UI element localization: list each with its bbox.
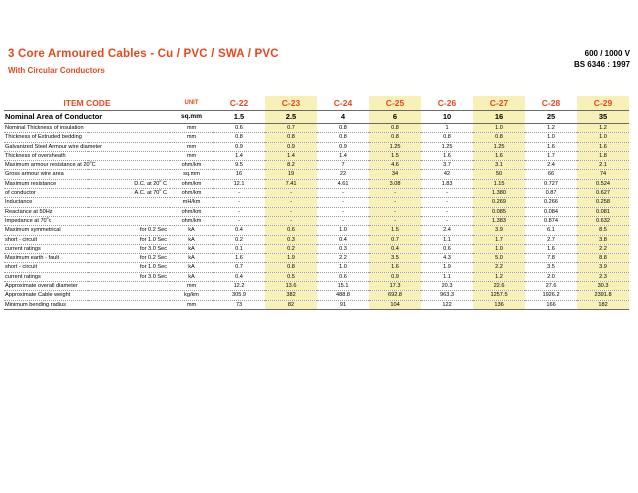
row-label bbox=[4, 179, 88, 188]
value-cell: 2391.8 bbox=[577, 291, 629, 300]
value-cell: 17.3 bbox=[369, 282, 421, 291]
value-cell: 0.2 bbox=[213, 235, 265, 244]
value-cell: 0.7 bbox=[265, 124, 317, 133]
value-cell: 6 bbox=[369, 111, 421, 124]
row-sublabel-text: for 0.2 Sec bbox=[139, 255, 168, 262]
table-row bbox=[4, 198, 629, 207]
unit-cell: ohm/km bbox=[170, 179, 213, 188]
value-cell: 66 bbox=[525, 170, 577, 179]
value-cell: 82 bbox=[265, 300, 317, 309]
unit-cell: ohm/km bbox=[170, 207, 213, 216]
value-cell: 16 bbox=[473, 111, 525, 124]
value-cell: 1.9 bbox=[421, 263, 473, 272]
row-label-text: of conductor bbox=[5, 190, 36, 197]
value-cell: 1.1 bbox=[421, 272, 473, 281]
value-cell: 8.5 bbox=[577, 226, 629, 235]
row-label-text: Approximate overall diameter bbox=[5, 283, 78, 290]
value-cell: 2.2 bbox=[577, 244, 629, 253]
value-cell: 0.6 bbox=[421, 244, 473, 253]
row-label-text: Minimum bending radius bbox=[5, 301, 66, 308]
row-label-text: Impedance at 70 bbox=[5, 217, 47, 224]
row-sublabel-text: for 1.0 Sec bbox=[139, 264, 168, 271]
value-cell: 1.6 bbox=[213, 254, 265, 263]
value-cell: 1.25 bbox=[473, 142, 525, 151]
row-label-text: Galvanized Steel Armour wire diameter bbox=[5, 143, 102, 150]
row-label-text: short - circuit bbox=[5, 264, 38, 271]
value-cell: 305.9 bbox=[213, 291, 265, 300]
page-title: 3 Core Armoured Cables - Cu / PVC / SWA / PVC bbox=[8, 48, 279, 60]
row-label bbox=[4, 263, 88, 272]
voltage-rating bbox=[574, 48, 630, 70]
value-cell: - bbox=[213, 216, 265, 225]
row-label-text: Maximum earth - fault bbox=[5, 255, 60, 262]
value-cell: 35 bbox=[577, 111, 629, 124]
value-cell: 1.2 bbox=[473, 272, 525, 281]
table-row bbox=[4, 226, 629, 235]
value-cell: 0.266 bbox=[525, 198, 577, 207]
nominal-area-row bbox=[4, 111, 629, 124]
value-cell: 34 bbox=[369, 170, 421, 179]
row-sublabel bbox=[88, 263, 170, 272]
value-cell: 0.8 bbox=[421, 133, 473, 142]
row-label bbox=[4, 272, 88, 281]
unit-cell: mm bbox=[170, 133, 213, 142]
value-cell: 0.9 bbox=[265, 142, 317, 151]
value-cell: 22.6 bbox=[473, 282, 525, 291]
value-cell: 3.5 bbox=[369, 254, 421, 263]
unit-cell: mm bbox=[170, 300, 213, 309]
value-cell: 1926.2 bbox=[525, 291, 577, 300]
value-cell: 166 bbox=[525, 300, 577, 309]
voltage-label: 600 / 1000 V bbox=[584, 49, 630, 58]
item-code-cell: C-23 bbox=[265, 96, 317, 111]
unit-cell: kA bbox=[170, 235, 213, 244]
value-cell: 0.6 bbox=[317, 272, 369, 281]
value-cell: 42 bbox=[421, 170, 473, 179]
value-cell: 0.8 bbox=[369, 124, 421, 133]
unit-cell: kA bbox=[170, 226, 213, 235]
table-row bbox=[4, 282, 629, 291]
value-cell: 0.7 bbox=[213, 263, 265, 272]
value-cell: - bbox=[369, 198, 421, 207]
unit-cell: kg/km bbox=[170, 291, 213, 300]
table-row bbox=[4, 189, 629, 198]
row-sublabel-text: for 3.0 Sec bbox=[139, 273, 168, 280]
table-row bbox=[4, 161, 629, 170]
row-sublabel-text: for 0.2 Sec bbox=[139, 227, 168, 234]
value-cell: 0.4 bbox=[213, 272, 265, 281]
unit-cell: ohm/km bbox=[170, 216, 213, 225]
row-label bbox=[4, 207, 170, 216]
value-cell: 0.9 bbox=[213, 142, 265, 151]
unit-cell: mH/km bbox=[170, 198, 213, 207]
row-label-text: short - circuit bbox=[5, 236, 38, 243]
unit-cell: kA bbox=[170, 244, 213, 253]
row-label bbox=[4, 198, 170, 207]
value-cell: - bbox=[213, 207, 265, 216]
unit-cell: kA bbox=[170, 263, 213, 272]
table-row bbox=[4, 124, 629, 133]
value-cell: - bbox=[369, 189, 421, 198]
value-cell: 13.6 bbox=[265, 282, 317, 291]
value-cell: 2.4 bbox=[421, 226, 473, 235]
value-cell: 1.9 bbox=[265, 254, 317, 263]
value-cell: 8.8 bbox=[577, 254, 629, 263]
unit-cell: mm bbox=[170, 282, 213, 291]
value-cell: 1.25 bbox=[421, 142, 473, 151]
value-cell: 4.3 bbox=[421, 254, 473, 263]
value-cell: 50 bbox=[473, 170, 525, 179]
row-label-unit: C bbox=[91, 162, 96, 169]
value-cell: 0.524 bbox=[577, 179, 629, 188]
value-cell: 5.0 bbox=[473, 254, 525, 263]
unit-cell: kA bbox=[170, 254, 213, 263]
unit-cell: mm bbox=[170, 142, 213, 151]
row-sublabel-text: D.C. at 20 bbox=[134, 180, 160, 187]
value-cell: 0.081 bbox=[577, 207, 629, 216]
value-cell: 488.8 bbox=[317, 291, 369, 300]
value-cell: - bbox=[265, 207, 317, 216]
value-cell: 1.6 bbox=[421, 151, 473, 160]
value-cell: 1.25 bbox=[369, 142, 421, 151]
value-cell: 182 bbox=[577, 300, 629, 309]
row-sublabel bbox=[88, 179, 170, 188]
value-cell: 0.87 bbox=[525, 189, 577, 198]
value-cell: - bbox=[421, 207, 473, 216]
row-label-text: current ratings bbox=[5, 273, 41, 280]
row-label bbox=[4, 226, 88, 235]
value-cell: 3.1 bbox=[473, 161, 525, 170]
value-cell: 0.8 bbox=[317, 133, 369, 142]
row-label bbox=[4, 235, 88, 244]
value-cell: - bbox=[421, 189, 473, 198]
row-label-text: Gross armour wire area bbox=[5, 171, 64, 178]
value-cell: 1.8 bbox=[577, 151, 629, 160]
row-label bbox=[4, 151, 170, 160]
value-cell: 2.5 bbox=[265, 111, 317, 124]
value-cell: 3.5 bbox=[525, 263, 577, 272]
value-cell: 0.6 bbox=[265, 226, 317, 235]
value-cell: 0.084 bbox=[525, 207, 577, 216]
value-cell: 1 bbox=[421, 124, 473, 133]
item-code-cell: C-29 bbox=[577, 96, 629, 111]
standard-label: BS 6346 : 1997 bbox=[573, 60, 630, 69]
table-row bbox=[4, 142, 629, 151]
value-cell: 0.1 bbox=[213, 244, 265, 253]
table-row bbox=[4, 133, 629, 142]
header-row bbox=[4, 96, 629, 111]
value-cell: 0.8 bbox=[213, 133, 265, 142]
value-cell: 20.3 bbox=[421, 282, 473, 291]
value-cell: 1.6 bbox=[577, 142, 629, 151]
value-cell: 3.9 bbox=[473, 226, 525, 235]
value-cell: 0.3 bbox=[317, 244, 369, 253]
value-cell: 1.0 bbox=[473, 124, 525, 133]
row-sublabel bbox=[88, 272, 170, 281]
value-cell: 3.08 bbox=[369, 179, 421, 188]
value-cell: 382 bbox=[265, 291, 317, 300]
table-row bbox=[4, 216, 629, 225]
value-cell: 91 bbox=[317, 300, 369, 309]
value-cell: 4 bbox=[317, 111, 369, 124]
value-cell: 0.2 bbox=[265, 244, 317, 253]
value-cell: 1.7 bbox=[473, 235, 525, 244]
row-label-text: Maximum symmetrical bbox=[5, 227, 61, 234]
table-row bbox=[4, 235, 629, 244]
value-cell: 0.4 bbox=[369, 244, 421, 253]
value-cell: 27.6 bbox=[525, 282, 577, 291]
unit-cell: kA bbox=[170, 272, 213, 281]
value-cell: 16 bbox=[213, 170, 265, 179]
value-cell: 0.269 bbox=[473, 198, 525, 207]
value-cell: 1.0 bbox=[525, 133, 577, 142]
unit-heading: UNIT bbox=[170, 96, 213, 111]
value-cell: 22 bbox=[317, 170, 369, 179]
row-label bbox=[4, 216, 170, 225]
row-label bbox=[4, 282, 170, 291]
row-sublabel-unit: C bbox=[161, 180, 168, 187]
value-cell: 0.8 bbox=[265, 133, 317, 142]
value-cell: 8.2 bbox=[265, 161, 317, 170]
value-cell: 1.4 bbox=[265, 151, 317, 160]
value-cell: 1.0 bbox=[473, 244, 525, 253]
value-cell: 1.0 bbox=[577, 133, 629, 142]
value-cell: 1.6 bbox=[369, 263, 421, 272]
item-code-cell: C-25 bbox=[369, 96, 421, 111]
value-cell: - bbox=[317, 198, 369, 207]
value-cell: 1.5 bbox=[213, 111, 265, 124]
value-cell: 1.83 bbox=[421, 179, 473, 188]
value-cell: 1.1 bbox=[421, 235, 473, 244]
row-label bbox=[4, 142, 170, 151]
table-row bbox=[4, 170, 629, 179]
value-cell: - bbox=[265, 198, 317, 207]
value-cell: 2.2 bbox=[317, 254, 369, 263]
row-sublabel-text: for 3.0 Sec bbox=[139, 245, 168, 252]
row-label bbox=[4, 291, 170, 300]
degree-mark: o bbox=[46, 216, 49, 221]
unit-cell: ohm/km bbox=[170, 189, 213, 198]
value-cell: 2.1 bbox=[577, 161, 629, 170]
row-label-text: current ratings bbox=[5, 245, 41, 252]
value-cell: 4.61 bbox=[317, 179, 369, 188]
value-cell: 2.7 bbox=[525, 235, 577, 244]
value-cell: 3.7 bbox=[421, 161, 473, 170]
row-label bbox=[4, 244, 88, 253]
value-cell: 0.9 bbox=[317, 142, 369, 151]
value-cell: 692.8 bbox=[369, 291, 421, 300]
page-subtitle: With Circular Conductors bbox=[8, 66, 105, 75]
table-row bbox=[4, 300, 629, 309]
table-row bbox=[4, 207, 629, 216]
value-cell: 104 bbox=[369, 300, 421, 309]
row-sublabel-text: for 1.0 Sec bbox=[139, 236, 168, 243]
value-cell: 1.0 bbox=[317, 263, 369, 272]
value-cell: - bbox=[421, 216, 473, 225]
table-row bbox=[4, 151, 629, 160]
value-cell: 3.8 bbox=[577, 235, 629, 244]
row-sublabel bbox=[88, 189, 170, 198]
row-label bbox=[4, 170, 170, 179]
value-cell: - bbox=[213, 198, 265, 207]
row-label bbox=[4, 161, 170, 170]
value-cell: 0.9 bbox=[369, 272, 421, 281]
value-cell: 2.3 bbox=[577, 272, 629, 281]
value-cell: 73 bbox=[213, 300, 265, 309]
value-cell: 0.4 bbox=[213, 226, 265, 235]
value-cell: 1.6 bbox=[525, 244, 577, 253]
degree-mark: o bbox=[89, 160, 92, 165]
value-cell: 0.8 bbox=[265, 263, 317, 272]
row-label bbox=[4, 300, 170, 309]
unit-cell: sq.mm bbox=[170, 170, 213, 179]
row-sublabel bbox=[88, 244, 170, 253]
unit-cell: ohm/km bbox=[170, 161, 213, 170]
row-sublabel-unit: C bbox=[161, 190, 168, 197]
value-cell: 1.4 bbox=[213, 151, 265, 160]
value-cell: - bbox=[369, 216, 421, 225]
value-cell: 9.5 bbox=[213, 161, 265, 170]
value-cell: 7.41 bbox=[265, 179, 317, 188]
value-cell: 1.0 bbox=[317, 226, 369, 235]
row-label-text: Maximum armour resistance at 20 bbox=[5, 162, 90, 169]
value-cell: - bbox=[317, 189, 369, 198]
value-cell: - bbox=[421, 198, 473, 207]
item-code-cell: C-28 bbox=[525, 96, 577, 111]
value-cell: 1.5 bbox=[369, 226, 421, 235]
row-label-text: Maximum resistance bbox=[5, 180, 57, 187]
unit-cell: sq.mm bbox=[170, 111, 213, 124]
row-sublabel-text: A.C. at 70 bbox=[134, 190, 160, 197]
table-row bbox=[4, 263, 629, 272]
value-cell: 0.627 bbox=[577, 189, 629, 198]
table-row bbox=[4, 291, 629, 300]
value-cell: - bbox=[265, 189, 317, 198]
value-cell: 6.1 bbox=[525, 226, 577, 235]
value-cell: 30.3 bbox=[577, 282, 629, 291]
value-cell: 0.5 bbox=[265, 272, 317, 281]
row-sublabel bbox=[88, 254, 170, 263]
value-cell: - bbox=[317, 207, 369, 216]
table-row bbox=[4, 254, 629, 263]
row-label bbox=[4, 133, 170, 142]
value-cell: 0.4 bbox=[317, 235, 369, 244]
value-cell: 2.0 bbox=[525, 272, 577, 281]
value-cell: 963.3 bbox=[421, 291, 473, 300]
value-cell: 1.5 bbox=[369, 151, 421, 160]
row-label bbox=[4, 254, 88, 263]
value-cell: 12.2 bbox=[213, 282, 265, 291]
item-code-cell: C-26 bbox=[421, 96, 473, 111]
degree-mark: o bbox=[159, 179, 162, 183]
value-cell: 0.8 bbox=[473, 133, 525, 142]
value-cell: 0.8 bbox=[369, 133, 421, 142]
unit-cell: mm bbox=[170, 151, 213, 160]
value-cell: 7 bbox=[317, 161, 369, 170]
value-cell: 1.6 bbox=[473, 151, 525, 160]
value-cell: 1.4 bbox=[317, 151, 369, 160]
row-sublabel bbox=[88, 235, 170, 244]
row-label-text: Nominal Thickness of insulation bbox=[5, 125, 84, 131]
row-sublabel bbox=[88, 226, 170, 235]
item-code-heading: ITEM CODE bbox=[4, 96, 170, 111]
value-cell: 1.6 bbox=[525, 142, 577, 151]
value-cell: - bbox=[369, 207, 421, 216]
value-cell: 0.7 bbox=[369, 235, 421, 244]
row-label-unit: c bbox=[48, 217, 52, 224]
row-label: Nominal Area of Conductor bbox=[4, 111, 170, 124]
row-label bbox=[4, 189, 88, 198]
value-cell: 1.15 bbox=[473, 179, 525, 188]
value-cell: 0.085 bbox=[473, 207, 525, 216]
degree-mark: o bbox=[159, 188, 162, 193]
value-cell: - bbox=[213, 189, 265, 198]
value-cell: 25 bbox=[525, 111, 577, 124]
value-cell: 2.2 bbox=[473, 263, 525, 272]
value-cell: 0.6 bbox=[213, 124, 265, 133]
value-cell: 2.4 bbox=[525, 161, 577, 170]
value-cell: 7.8 bbox=[525, 254, 577, 263]
row-label-text: Approximate Cable weight bbox=[5, 292, 71, 299]
value-cell: 1.380 bbox=[473, 189, 525, 198]
value-cell: 3.9 bbox=[577, 263, 629, 272]
value-cell: 1257.5 bbox=[473, 291, 525, 300]
value-cell: 0.3 bbox=[265, 235, 317, 244]
unit-cell: mm bbox=[170, 124, 213, 133]
item-code-cell: C-27 bbox=[473, 96, 525, 111]
value-cell: 1.2 bbox=[525, 124, 577, 133]
row-label-text: Reactance at 50Hz bbox=[5, 208, 53, 215]
row-label-text: Thickness of oversheath bbox=[5, 152, 66, 159]
row-label-text: Thickness of Extruded bedding bbox=[5, 134, 82, 141]
value-cell: 10 bbox=[421, 111, 473, 124]
value-cell: - bbox=[265, 216, 317, 225]
row-label-text: Inductance bbox=[5, 199, 33, 206]
value-cell: 1.7 bbox=[525, 151, 577, 160]
cable-spec-table bbox=[4, 96, 629, 310]
value-cell: 0.874 bbox=[525, 216, 577, 225]
value-cell: 1.2 bbox=[577, 124, 629, 133]
value-cell: 122 bbox=[421, 300, 473, 309]
value-cell: - bbox=[317, 216, 369, 225]
table-row bbox=[4, 244, 629, 253]
value-cell: 136 bbox=[473, 300, 525, 309]
item-code-cell: C-24 bbox=[317, 96, 369, 111]
value-cell: 4.6 bbox=[369, 161, 421, 170]
value-cell: 0.258 bbox=[577, 198, 629, 207]
value-cell: 12.1 bbox=[213, 179, 265, 188]
value-cell: 0.8 bbox=[317, 124, 369, 133]
value-cell: 19 bbox=[265, 170, 317, 179]
value-cell: 1.383 bbox=[473, 216, 525, 225]
value-cell: 0.727 bbox=[525, 179, 577, 188]
table-row bbox=[4, 272, 629, 281]
value-cell: 15.1 bbox=[317, 282, 369, 291]
value-cell: 74 bbox=[577, 170, 629, 179]
item-code-cell: C-22 bbox=[213, 96, 265, 111]
value-cell: 0.632 bbox=[577, 216, 629, 225]
table-row bbox=[4, 179, 629, 188]
row-label bbox=[4, 124, 170, 133]
